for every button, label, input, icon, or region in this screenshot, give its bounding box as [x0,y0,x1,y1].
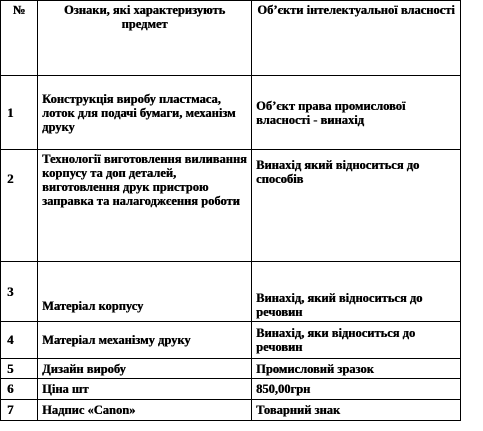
table-row [1,400,461,421]
row-features: Надпис «Canon» [38,400,252,421]
row-features: Технології виготовлення виливання корпусу та доп деталей, виготовлення друк пристрою заправка та налагоджєення роботи [38,150,252,262]
row-object: 850,00грн [252,379,461,400]
row-features: Дизайн виробу [38,359,252,379]
table-row [1,359,461,379]
row-features: Матеріал механізму друку [38,322,252,359]
row-object: Винахід який відноситься до способів [252,150,461,262]
table-row [1,76,461,150]
row-number: 5 [1,359,38,379]
row-number: 1 [1,76,38,150]
row-object: Винахід, який відноситься до речовин [252,262,461,322]
row-number: 2 [1,150,38,262]
row-object: Об’єкт права промислової власності - винахід [252,76,461,150]
row-number: 6 [1,379,38,400]
row-number: 3 [1,262,38,322]
header-objects: Об’єкти інтелектуальної власності [252,1,461,76]
header-features: Ознаки, які характеризують предмет [38,1,252,76]
row-number: 7 [1,400,38,421]
row-object: Товарний знак [252,400,461,421]
row-features: Ціна шт [38,379,252,400]
table-header-row [1,1,461,76]
header-number: № [1,1,38,76]
row-object: Винахід, яки відноситься до речовин [252,322,461,359]
row-object: Промисловий зразок [252,359,461,379]
row-features: Матеріал корпусу [38,262,252,322]
table-row [1,262,461,322]
row-number: 4 [1,322,38,359]
row-features: Конструкція виробу пластмаса, лоток для подачі бумаги, механізм друку [38,76,252,150]
table-row [1,322,461,359]
table-row [1,150,461,262]
table-row [1,379,461,400]
